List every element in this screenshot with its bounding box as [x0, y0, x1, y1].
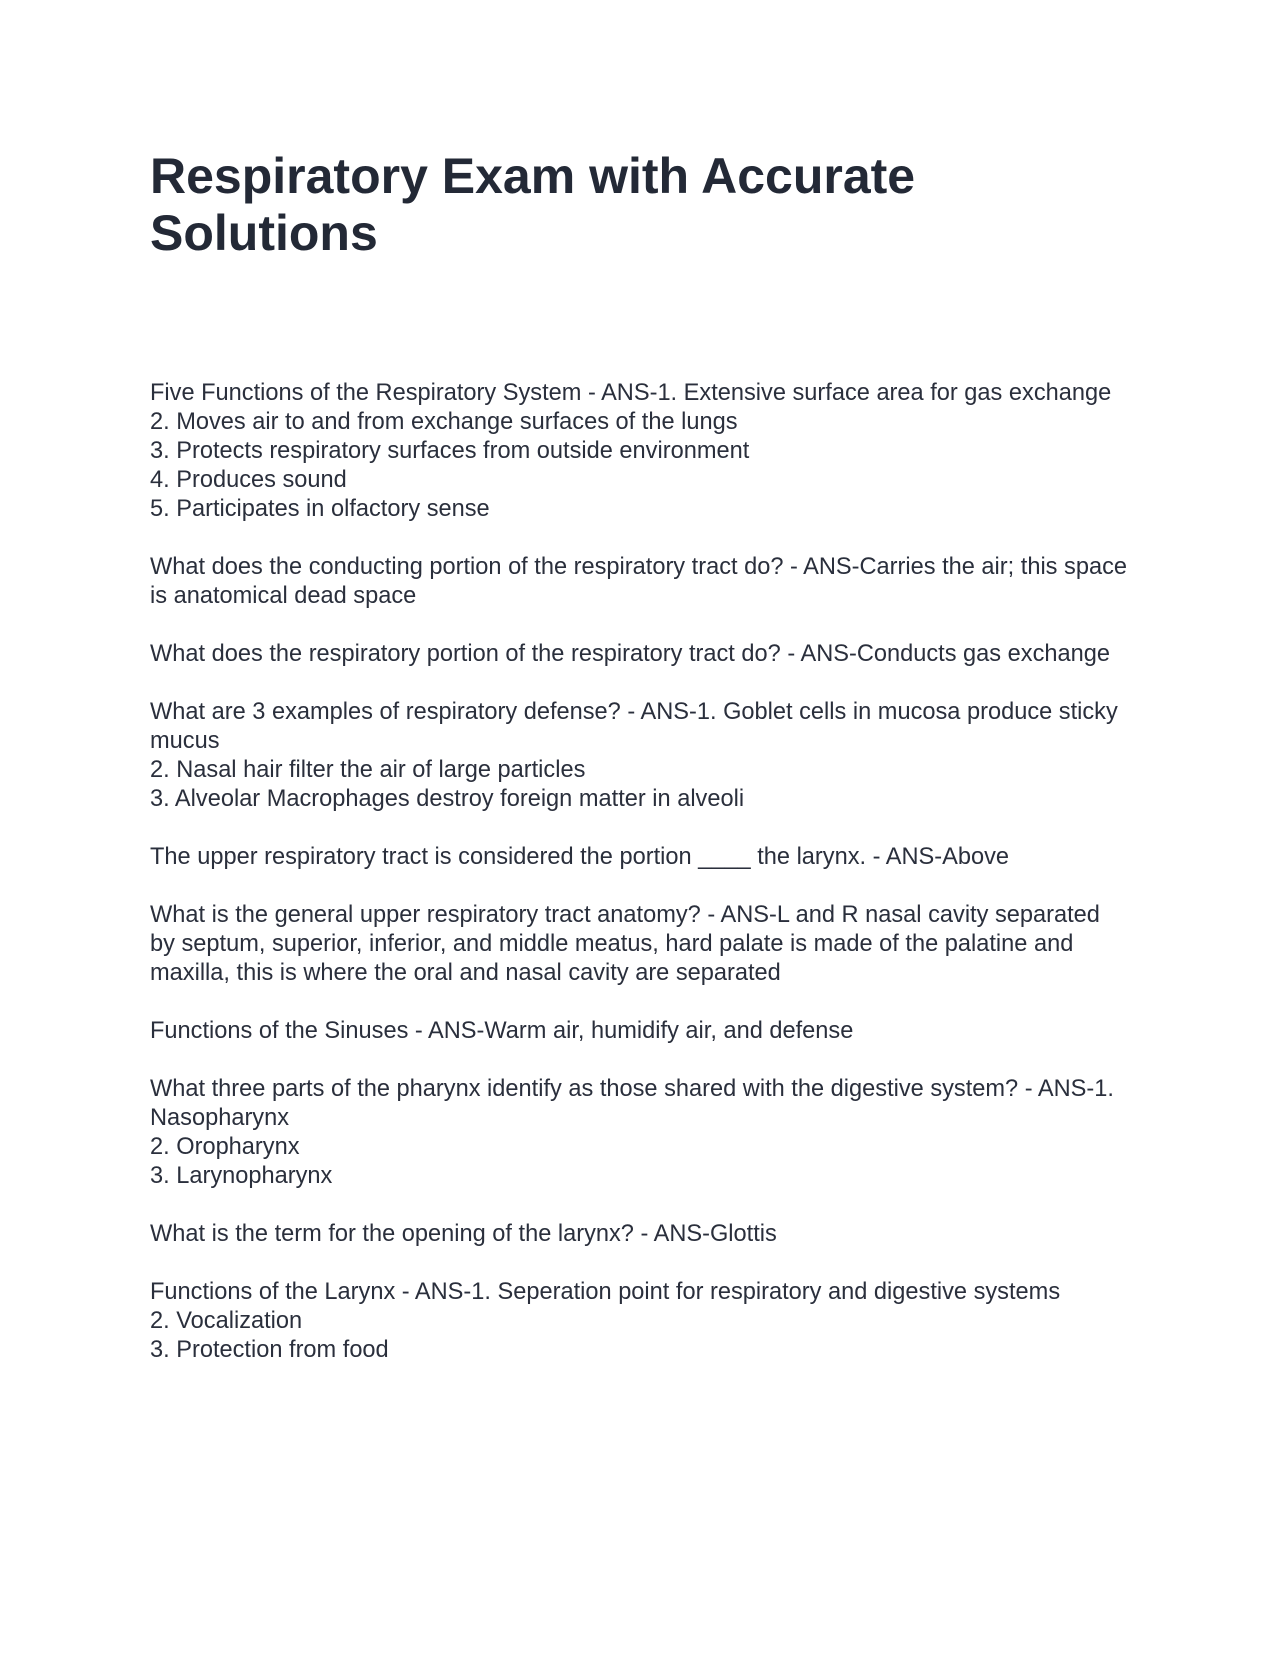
- qa-line: 3. Larynopharynx: [150, 1163, 333, 1189]
- qa-line: Functions of the Larynx - ANS-1. Seperation point for respiratory and digestive systems: [150, 1279, 1061, 1305]
- document-page: [150, 148, 1130, 1394]
- qa-entry: [150, 1075, 1130, 1191]
- qa-entry: [150, 640, 1130, 669]
- qa-line: What does the respiratory portion of the respiratory tract do? - ANS-Conducts gas exchange: [150, 641, 1110, 667]
- qa-entry: [150, 698, 1130, 814]
- qa-line: 4. Produces sound: [150, 467, 347, 493]
- qa-line: What is the general upper respiratory tract anatomy? - ANS-L and R nasal cavity separated by septum, superior, inferior, and middle meatus, hard palate is made of the palatine and maxilla, this is where the oral and nasal cavity are separated: [150, 902, 1100, 986]
- qa-line: Five Functions of the Respiratory System - ANS-1. Extensive surface area for gas exchange: [150, 380, 1112, 406]
- qa-entry: [150, 901, 1130, 988]
- qa-line: The upper respiratory tract is considered the portion ____ the larynx. - ANS-Above: [150, 844, 1009, 870]
- qa-line: 2. Nasal hair filter the air of large particles: [150, 757, 586, 783]
- qa-entry: [150, 553, 1130, 611]
- qa-line: 2. Oropharynx: [150, 1134, 300, 1160]
- qa-line: What is the term for the opening of the larynx? - ANS-Glottis: [150, 1221, 777, 1247]
- qa-line: Functions of the Sinuses - ANS-Warm air, humidify air, and defense: [150, 1018, 854, 1044]
- qa-line: 3. Alveolar Macrophages destroy foreign matter in alveoli: [150, 786, 745, 812]
- qa-line: 2. Vocalization: [150, 1308, 303, 1334]
- qa-entry: [150, 1278, 1130, 1365]
- qa-entry: [150, 1220, 1130, 1249]
- qa-line: What are 3 examples of respiratory defense? - ANS-1. Goblet cells in mucosa produce sticky mucus: [150, 699, 1118, 754]
- qa-list: [150, 379, 1130, 1365]
- qa-line: 5. Participates in olfactory sense: [150, 496, 490, 522]
- qa-line: 2. Moves air to and from exchange surfaces of the lungs: [150, 409, 738, 435]
- qa-line: What three parts of the pharynx identify as those shared with the digestive system? - ANS-1. Nasopharynx: [150, 1076, 1114, 1131]
- qa-entry: [150, 843, 1130, 872]
- qa-entry: [150, 1017, 1130, 1046]
- document-title: Respiratory Exam with Accurate Solutions: [150, 148, 916, 261]
- qa-line: 3. Protects respiratory surfaces from outside environment: [150, 438, 750, 464]
- qa-line: What does the conducting portion of the respiratory tract do? - ANS-Carries the air; this space is anatomical dead space: [150, 554, 1127, 609]
- qa-entry: [150, 379, 1130, 524]
- qa-line: 3. Protection from food: [150, 1337, 389, 1363]
